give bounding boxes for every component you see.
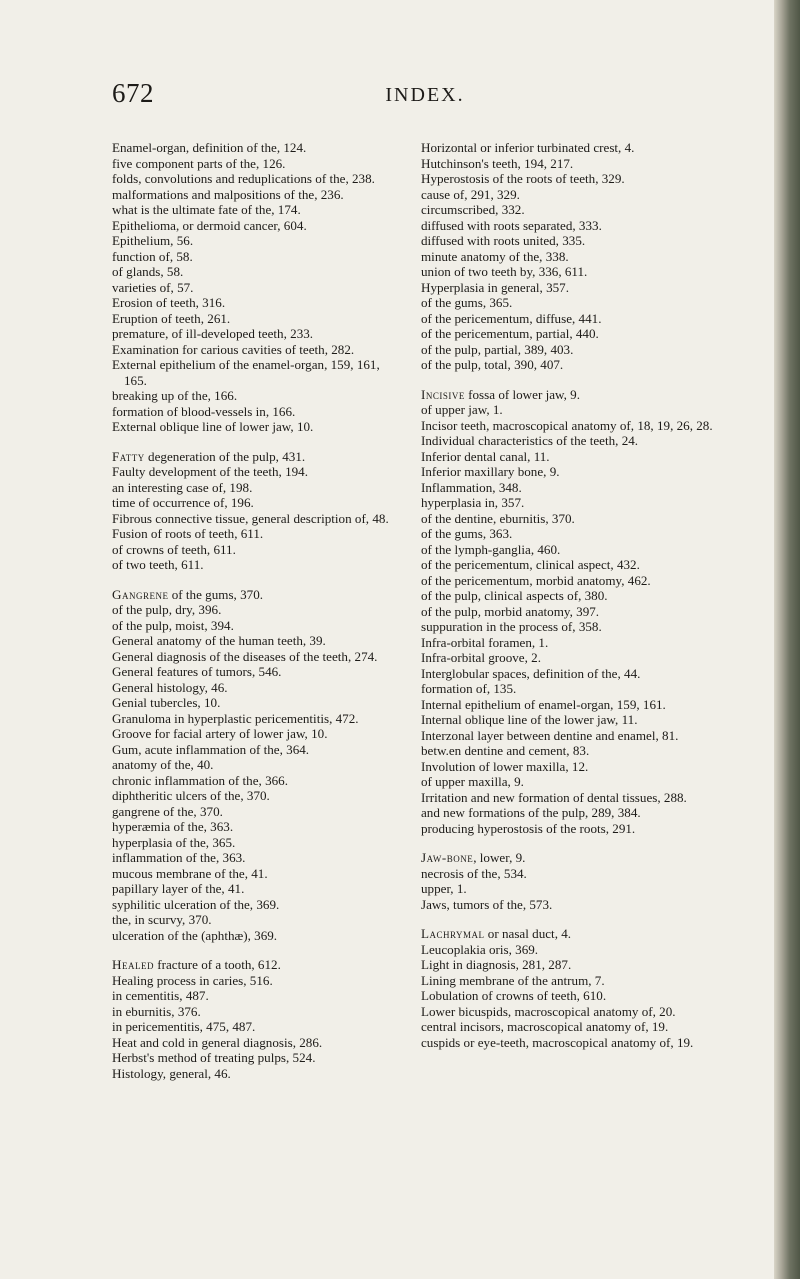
index-entry-text: of the pericementum, clinical aspect, 432. xyxy=(421,557,640,572)
index-entry-text: Enamel-organ, definition of the, 124. xyxy=(112,140,307,155)
index-entry xyxy=(112,649,404,665)
index-entry-text: Herbst's method of treating pulps, 524. xyxy=(112,1050,316,1065)
index-subentry xyxy=(421,681,739,697)
index-entry-text: in cementitis, 487. xyxy=(112,988,209,1003)
index-entry-text: Lower bicuspids, macroscopical anatomy of, 20. xyxy=(421,1003,676,1019)
index-entry xyxy=(112,233,404,249)
index-entry-text: function of, 58. xyxy=(112,248,193,264)
index-entry xyxy=(421,387,739,403)
index-entry-text: General diagnosis of the diseases of the teeth, 274. xyxy=(112,648,378,664)
index-entry-text: Gum, acute inflammation of the, 364. xyxy=(112,741,310,757)
index-entry-text: Gangrene xyxy=(112,586,169,602)
index-entry xyxy=(112,957,404,973)
index-entry-text: Interglobular spaces, definition of the, 44. xyxy=(421,665,641,681)
index-entry xyxy=(112,311,404,327)
index-subentry xyxy=(421,774,739,790)
index-entry-text: of the dentine, eburnitis, 370. xyxy=(421,510,575,526)
index-entry-text: diffused with roots separated, 333. xyxy=(421,217,602,233)
index-entry-text: diffused with roots united, 335. xyxy=(421,233,586,248)
index-entry-rest: , lower, 9. xyxy=(473,850,526,865)
index-column-left xyxy=(112,140,404,1081)
index-entry-text: Leucoplakia oris, 369. xyxy=(421,941,539,957)
page-edge-shadow xyxy=(774,0,800,1279)
index-subentry xyxy=(421,526,739,542)
index-entry-text: cuspids or eye-teeth, macroscopical anatomy of, 19. xyxy=(421,1034,694,1050)
index-entry-text: Individual characteristics of the teeth, 24. xyxy=(421,433,639,448)
index-entry-text: gangrene of the, 370. xyxy=(112,803,223,819)
index-entry xyxy=(421,280,739,296)
index-subentry xyxy=(421,218,739,234)
index-subentry xyxy=(421,233,739,249)
index-entry-text: General features of tumors, 546. xyxy=(112,664,282,679)
index-subentry xyxy=(421,342,739,358)
index-entry-text: chronic inflammation of the, 366. xyxy=(112,772,288,788)
index-subentry xyxy=(112,171,404,187)
index-subentry xyxy=(421,866,739,882)
index-entry xyxy=(112,680,404,696)
index-entry-text: of the lymph-ganglia, 460. xyxy=(421,541,561,557)
index-entry-text: of two teeth, 611. xyxy=(112,557,204,572)
index-entry-text: of crowns of teeth, 611. xyxy=(112,541,236,557)
index-subentry xyxy=(112,850,404,866)
index-entry-text: formation of, 135. xyxy=(421,681,517,696)
index-entry-text: anatomy of the, 40. xyxy=(112,757,214,772)
index-entry-text: Heat and cold in general diagnosis, 286. xyxy=(112,1034,323,1050)
index-entry xyxy=(421,140,739,156)
index-entry-text: Healing process in caries, 516. xyxy=(112,972,273,988)
index-entry xyxy=(112,742,404,758)
index-entry-text: Examination for carious cavities of teeth, 282. xyxy=(112,341,355,357)
index-entry xyxy=(112,464,404,480)
index-entry-text: Fusion of roots of teeth, 611. xyxy=(112,526,264,541)
index-entry-text: five component parts of the, 126. xyxy=(112,155,286,171)
index-entry-text: time of occurrence of, 196. xyxy=(112,495,254,510)
index-entry-text: of the pericementum, morbid anatomy, 462. xyxy=(421,572,651,588)
index-entry-text: Hyperplasia in general, 357. xyxy=(421,279,569,295)
index-entry-text: of the pulp, clinical aspects of, 380. xyxy=(421,588,608,603)
index-entry-text: Healed xyxy=(112,957,154,972)
index-entry-text: inflammation of the, 363. xyxy=(112,850,246,865)
index-entry-text: formation of blood-vessels in, 166. xyxy=(112,403,296,419)
index-subentry xyxy=(112,480,404,496)
index-entry xyxy=(112,295,404,311)
index-entry-text: Lachrymal xyxy=(421,926,485,941)
index-entry-text: circumscribed, 332. xyxy=(421,202,525,217)
index-entry-text: Lobulation of crowns of teeth, 610. xyxy=(421,988,607,1003)
index-entry xyxy=(112,1035,404,1051)
page-header xyxy=(112,78,738,112)
index-entry-text: Fatty xyxy=(112,448,145,464)
index-subentry xyxy=(112,326,404,342)
index-entry-text: General histology, 46. xyxy=(112,679,228,695)
index-entry-text: Inferior dental canal, 11. xyxy=(421,448,550,464)
index-subentry xyxy=(112,187,404,203)
index-entry-text: of the pulp, moist, 394. xyxy=(112,617,234,633)
index-entry-text: Infra-orbital groove, 2. xyxy=(421,650,541,665)
index-subentry xyxy=(112,928,404,944)
index-entry xyxy=(112,419,404,435)
index-entry-text: Incisive xyxy=(421,386,465,402)
index-subentry xyxy=(112,912,404,928)
index-entry-text: union of two teeth by, 336, 611. xyxy=(421,264,588,279)
index-entry xyxy=(421,449,739,465)
index-entry xyxy=(112,526,404,542)
index-entry-text: of upper jaw, 1. xyxy=(421,402,503,417)
index-entry xyxy=(421,650,739,666)
index-subentry xyxy=(421,295,739,311)
index-entry xyxy=(421,942,739,958)
index-entry-text: Epithelium, 56. xyxy=(112,233,194,248)
index-entry xyxy=(421,156,739,172)
index-subentry xyxy=(421,805,739,821)
index-entry-text: Lining membrane of the antrum, 7. xyxy=(421,972,605,988)
running-head: INDEX. xyxy=(385,84,465,106)
index-entry-text: of the gums, 365. xyxy=(421,295,513,310)
index-entry-text: minute anatomy of the, 338. xyxy=(421,248,569,264)
index-entry xyxy=(112,218,404,234)
index-entry xyxy=(421,1004,739,1020)
index-subentry xyxy=(112,557,404,573)
index-entry xyxy=(421,464,739,480)
index-entry xyxy=(421,171,739,187)
index-entry-text: hyperplasia of the, 365. xyxy=(112,834,236,850)
index-entry-text: of the pericementum, partial, 440. xyxy=(421,326,599,341)
index-entry xyxy=(112,726,404,742)
index-entry-text: of the gums, 363. xyxy=(421,526,513,541)
index-entry-text: an interesting case of, 198. xyxy=(112,479,253,495)
index-entry-rest: degeneration of the pulp, 431. xyxy=(144,448,306,464)
index-subentry xyxy=(112,881,404,897)
index-subentry xyxy=(421,311,739,327)
index-entry-text: Incisor teeth, macroscopical anatomy of, 18, 19, 26, 28. xyxy=(421,417,713,433)
index-entry-text: Inflammation, 348. xyxy=(421,479,522,495)
index-entry-text: of the pulp, dry, 396. xyxy=(112,602,222,617)
index-subentry xyxy=(421,511,739,527)
index-entry-text: ulceration of the (aphthæ), 369. xyxy=(112,927,278,943)
index-entry-text: malformations and malpositions of the, 236. xyxy=(112,186,344,202)
index-entry-text: upper, 1. xyxy=(421,881,467,896)
index-entry xyxy=(421,697,739,713)
index-entry xyxy=(112,973,404,989)
index-entry xyxy=(112,695,404,711)
index-subentry xyxy=(112,788,404,804)
index-entry xyxy=(112,1050,404,1066)
index-entry-text: Fibrous connective tissue, general description of, 48. xyxy=(112,510,389,526)
index-entry-text: what is the ultimate fate of the, 174. xyxy=(112,202,301,217)
index-entry-text: Jaw-bone xyxy=(421,850,474,865)
index-subentry xyxy=(112,757,404,773)
index-entry-text: varieties of, 57. xyxy=(112,279,194,295)
index-entry-text: General anatomy of the human teeth, 39. xyxy=(112,633,326,648)
index-subentry xyxy=(421,249,739,265)
index-subentry xyxy=(112,404,404,420)
index-subentry xyxy=(112,804,404,820)
index-entry-rest: or nasal duct, 4. xyxy=(484,926,572,941)
index-entry-rest: fracture of a tooth, 612. xyxy=(153,957,281,972)
index-entry-text: in pericementitis, 475, 487. xyxy=(112,1019,256,1034)
index-subentry xyxy=(421,326,739,342)
index-entry xyxy=(421,850,739,866)
index-entry-text: Jaws, tumors of the, 573. xyxy=(421,896,553,912)
index-entry xyxy=(421,433,739,449)
index-subentry xyxy=(112,866,404,882)
index-entry-text: Histology, general, 46. xyxy=(112,1065,231,1081)
index-entry xyxy=(112,342,404,358)
index-subentry xyxy=(112,618,404,634)
index-entry-text: of the pulp, morbid anatomy, 397. xyxy=(421,603,600,619)
index-entry-text: the, in scurvy, 370. xyxy=(112,912,212,927)
index-entry-rest: of the gums, 370. xyxy=(168,586,264,602)
index-entry-text: hyperplasia in, 357. xyxy=(421,495,525,510)
index-subentry xyxy=(112,988,404,1004)
index-entry-text: necrosis of the, 534. xyxy=(421,865,527,881)
index-subentry xyxy=(421,187,739,203)
index-subentry xyxy=(421,604,739,620)
index-entry-text: Irritation and new formation of dental tissues, 288. xyxy=(421,789,687,805)
index-entry-text: premature, of ill-developed teeth, 233. xyxy=(112,326,314,341)
index-entry-text: Internal epithelium of enamel-organ, 159, 161. xyxy=(421,696,666,712)
index-subentry xyxy=(421,588,739,604)
index-entry-text: central incisors, macroscopical anatomy of, 19. xyxy=(421,1019,669,1034)
index-subentry xyxy=(112,388,404,404)
index-entry-text: suppuration in the process of, 358. xyxy=(421,619,602,634)
index-entry-text: of the pulp, partial, 389, 403. xyxy=(421,341,574,357)
index-entry-text: External oblique line of lower jaw, 10. xyxy=(112,419,314,434)
index-entry xyxy=(421,957,739,973)
index-subentry xyxy=(112,773,404,789)
index-entry-text: Genial tubercles, 10. xyxy=(112,695,221,710)
index-entry xyxy=(421,418,739,434)
index-entry-text: Inferior maxillary bone, 9. xyxy=(421,464,560,479)
index-entry xyxy=(112,664,404,680)
index-subentry xyxy=(112,156,404,172)
index-entry xyxy=(421,988,739,1004)
index-entry-text: Faulty development of the teeth, 194. xyxy=(112,464,308,479)
index-entry-text: diphtheritic ulcers of the, 370. xyxy=(112,788,270,803)
index-subentry xyxy=(421,357,739,373)
index-entry-text: breaking up of the, 166. xyxy=(112,388,238,403)
index-entry-text: Involution of lower maxilla, 12. xyxy=(421,758,589,774)
index-entry xyxy=(112,1066,404,1082)
index-entry-text: of upper maxilla, 9. xyxy=(421,774,524,789)
index-subentry xyxy=(112,495,404,511)
index-entry-text: of the pulp, total, 390, 407. xyxy=(421,357,564,372)
index-subentry xyxy=(421,495,739,511)
index-entry xyxy=(112,449,404,465)
index-subentry xyxy=(112,835,404,851)
index-entry-text: of glands, 58. xyxy=(112,264,184,279)
index-subentry xyxy=(421,402,739,418)
index-subentry xyxy=(112,897,404,913)
index-entry xyxy=(421,897,739,913)
index-subentry xyxy=(112,202,404,218)
index-subentry xyxy=(421,264,739,280)
index-subentry xyxy=(421,542,739,558)
index-entry-text: hyperæmia of the, 363. xyxy=(112,819,234,834)
index-entry-text: Hyperostosis of the roots of teeth, 329. xyxy=(421,171,625,186)
index-entry-text: Eruption of teeth, 261. xyxy=(112,310,231,326)
index-subentry xyxy=(421,619,739,635)
index-entry-text: Internal oblique line of the lower jaw, 11. xyxy=(421,712,638,727)
index-entry-text: External epithelium of the enamel-organ, 159, 161, 165. xyxy=(112,357,380,388)
index-subentry xyxy=(112,249,404,265)
index-entry xyxy=(112,711,404,727)
index-subentry xyxy=(112,264,404,280)
index-entry-text: in eburnitis, 376. xyxy=(112,1003,201,1019)
index-subentry xyxy=(112,819,404,835)
index-entry-text: mucous membrane of the, 41. xyxy=(112,865,268,881)
index-entry-text: and new formations of the pulp, 289, 384. xyxy=(421,805,641,820)
index-subentry xyxy=(421,1035,739,1051)
index-entry xyxy=(421,790,739,806)
index-entry-rest: fossa of lower jaw, 9. xyxy=(464,386,581,402)
index-entry-text: Erosion of teeth, 316. xyxy=(112,295,226,310)
index-entry-text: Hutchinson's teeth, 194, 217. xyxy=(421,155,574,171)
index-subentry xyxy=(421,1019,739,1035)
index-entry xyxy=(112,511,404,527)
index-entry-text: Infra-orbital foramen, 1. xyxy=(421,634,549,650)
index-entry-text: Horizontal or inferior turbinated crest, 4. xyxy=(421,140,635,155)
index-entry xyxy=(421,973,739,989)
index-subentry xyxy=(421,557,739,573)
index-entry xyxy=(112,587,404,603)
index-subentry xyxy=(112,1019,404,1035)
index-entry xyxy=(421,480,739,496)
index-column-right xyxy=(421,140,739,1050)
index-subentry xyxy=(112,602,404,618)
index-entry-text: Epithelioma, or dermoid cancer, 604. xyxy=(112,217,307,233)
index-entry-text: cause of, 291, 329. xyxy=(421,186,520,202)
index-subentry xyxy=(421,202,739,218)
index-entry-text: papillary layer of the, 41. xyxy=(112,881,245,896)
index-entry xyxy=(112,633,404,649)
index-entry xyxy=(421,728,739,744)
index-entry xyxy=(421,759,739,775)
index-subentry xyxy=(112,1004,404,1020)
index-subentry xyxy=(421,881,739,897)
index-entry-text: Granuloma in hyperplastic pericementitis, 472. xyxy=(112,710,359,726)
index-subentry xyxy=(421,743,739,759)
index-entry-text: folds, convolutions and reduplications of the, 238. xyxy=(112,171,375,186)
index-entry-text: Interzonal layer between dentine and enamel, 81. xyxy=(421,727,679,743)
index-entry-text: of the pericementum, diffuse, 441. xyxy=(421,310,602,326)
index-subentry xyxy=(112,542,404,558)
index-entry-text: betw.en dentine and cement, 83. xyxy=(421,743,590,758)
index-entry xyxy=(421,666,739,682)
index-subentry xyxy=(112,280,404,296)
page-number: 672 xyxy=(112,78,154,108)
index-entry-text: Light in diagnosis, 281, 287. xyxy=(421,957,572,972)
index-entry xyxy=(112,357,404,388)
index-entry-text: Groove for facial artery of lower jaw, 10. xyxy=(112,726,328,741)
index-subentry xyxy=(421,821,739,837)
index-entry-text: producing hyperostosis of the roots, 291. xyxy=(421,820,636,836)
index-entry xyxy=(421,712,739,728)
index-entry xyxy=(421,926,739,942)
index-entry-text: syphilitic ulceration of the, 369. xyxy=(112,896,280,912)
index-subentry xyxy=(421,573,739,589)
index-entry xyxy=(421,635,739,651)
index-entry xyxy=(112,140,404,156)
